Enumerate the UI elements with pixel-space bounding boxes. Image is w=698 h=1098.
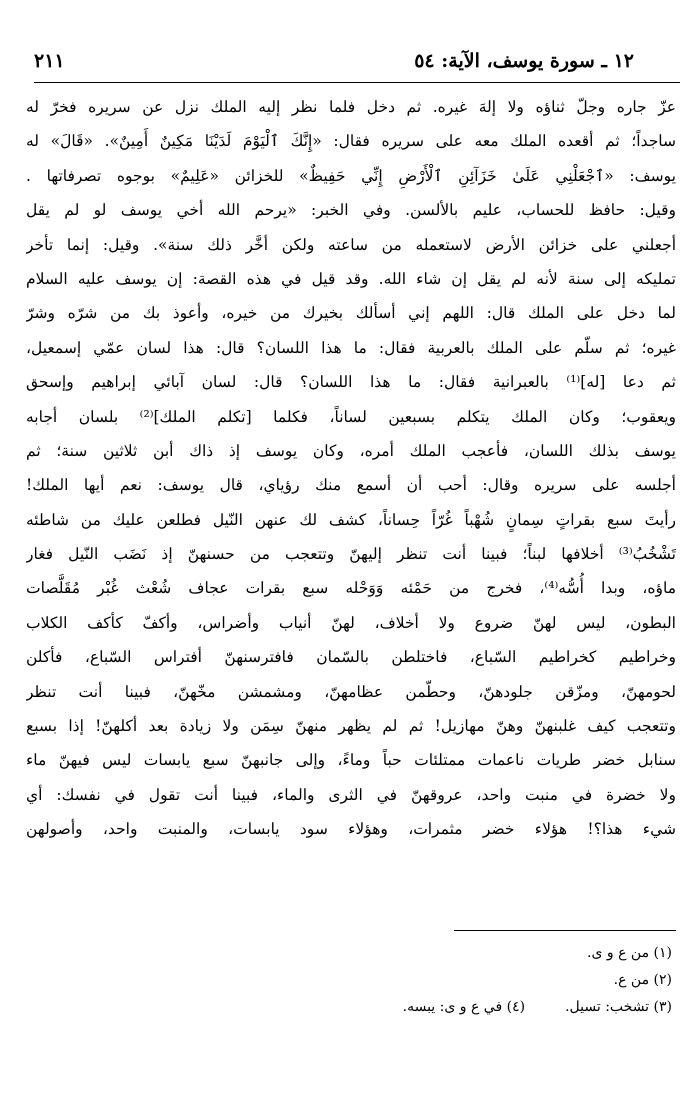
text-line: وتتعجب كيف غلبنهنّ وهنّ مهازيل! ثم لم يظهر منهنّ سِمَن ولا زيادة بعد أكلهنّ! إذا بسبع [26, 717, 676, 736]
text-line: يوسف بذلك اللسان، فأعجب الملك أمره، وكان يوسف إذ ذاك أبن ثلاثين سنة؛ ثم [26, 441, 676, 460]
text-line: ماؤه، وبدا أُسُّه⁽⁴⁾، فخرج من حَمْئه وَوَحْله سبع بقرات عجاف شُعْث غُبْر مُقَلَّصات [26, 579, 676, 598]
text-line: وخراطيم كخراطيم السّباع، فاختلطن بالسّمان فافترسنهنّ أفتراس السّباع، فأكلن [26, 648, 676, 667]
text-line: عزّ جاره وجلّ ثناؤه ولا إلهَ غيره. ثم دخل فلما نظر إليه الملك نزل عن سريره فخرّ له [26, 98, 676, 116]
text-line: ثم دعا [له]⁽¹⁾ بالعبرانية فقال: ما هذا اللسان؟ قال: لسان آبائي إبراهيم وإسحق [26, 373, 676, 392]
header-divider [34, 82, 680, 83]
text-line: غيره؛ ثم سلّم على الملك بالعربية فقال: ما هذا اللسان؟ قال: هذا لسان عمّي إسمعيل، [26, 338, 676, 357]
footnote-3: (٣) تشخب: تسيل. [565, 999, 672, 1015]
text-line: ويعقوب؛ وكان الملك يتكلم بسبعين لساناً، فكلما [تكلم الملك]⁽²⁾ بلسان أجابه [26, 407, 676, 426]
text-line: يوسف: «ٱجْعَلْنِي عَلَىٰ خَزَآئِنِ ٱلْأَرْضِ إِنِّي حَفِيظٌ» للخزائن «عَلِيمٌ» بوجوه تصرفاتها . [26, 166, 676, 185]
text-line: ساجداً؛ ثم أقعده الملك معه على سريره فقال: «إِنَّكَ ٱلْيَوْمَ لَدَيْنَا مَكِينٌ أَمِينٌ». «قَالَ» له [26, 132, 676, 151]
text-line: أجعلني على خزائن الأرض لاستعمله من ساعته ولكن أخَّر ذلك سنة». وقيل: إنما تأخر [26, 235, 676, 254]
page-number: ٢١١ [34, 50, 65, 72]
footnote-4: (٤) في ع و ى: يبسه. [402, 999, 526, 1015]
body-text [26, 90, 676, 847]
text-line: وقيل: حافظ للحساب، عليم بالألسن. وفي الخبر: «يرحم الله أخي يوسف لو لم يقل [26, 201, 676, 220]
text-line: لحومهنّ، ومزّقن جلودهنّ، وحطّمن عظامهنّ، ومشمشن مخّهنّ، فبينا أنت تنظر [26, 682, 676, 701]
running-header [34, 46, 674, 82]
footnote-1: (١) من ع و ى. [587, 945, 672, 961]
text-line: رأيتَ سبع بقراتٍ سِمانٍ شُهْباً غُرّاً حِساناً، كشف لك عنهن النّيل فطلعن عليك من شاطئه [26, 510, 676, 529]
text-line: تَشْخُبُ⁽³⁾ أخلافها لبناً؛ فبينا أنت تنظر إليهنّ وتتعجب من حسنهنّ إذ نَضَب النّيل فغار [26, 545, 676, 564]
text-line: لما دخل على الملك قال: اللهم إني أسألك بخيرك من خيره، وأعوذ بك من شرّه وشرّ [26, 304, 676, 323]
text-line: أجلسه على سريره وقال: أحب أن أسمع منك رؤياي، قال يوسف: نعم أيها الملك! [26, 476, 676, 495]
footnote-divider [454, 930, 676, 931]
footnote-row-3-4 [32, 994, 672, 1021]
text-line: البطون، ليس لهنّ ضروع ولا أخلاف، لهنّ أنياب وأضراس، وأكفّ كأكف الكلاب [26, 613, 676, 632]
footnotes [32, 940, 672, 1021]
text-line: سنابل خضر طريات ناعمات ممتلئات حباً وماءً، وإلى جانبهنّ سبع يابسات ليس فيهنّ ماء [26, 751, 676, 770]
text-line: ولا خضرة في منبت واحد، عروقهنّ في الثرى والماء، فبينا أنت تقول في نفسك: أي [26, 785, 676, 804]
text-line: تمليكه إلى سنة لأنه لم يقل إن شاء الله. وقد قيل في هذه القصة: إن يوسف عليه السلام [26, 269, 676, 288]
running-title: ١٢ ـ سورة يوسف، الآية: ٥٤ [414, 50, 634, 72]
text-line: شيء هذا؟! هؤلاء خضر مثمرات، وهؤلاء سود يابسات، والمنبت واحد، وأصولهن [26, 820, 676, 839]
footnote-2: (٢) من ع. [613, 972, 672, 988]
